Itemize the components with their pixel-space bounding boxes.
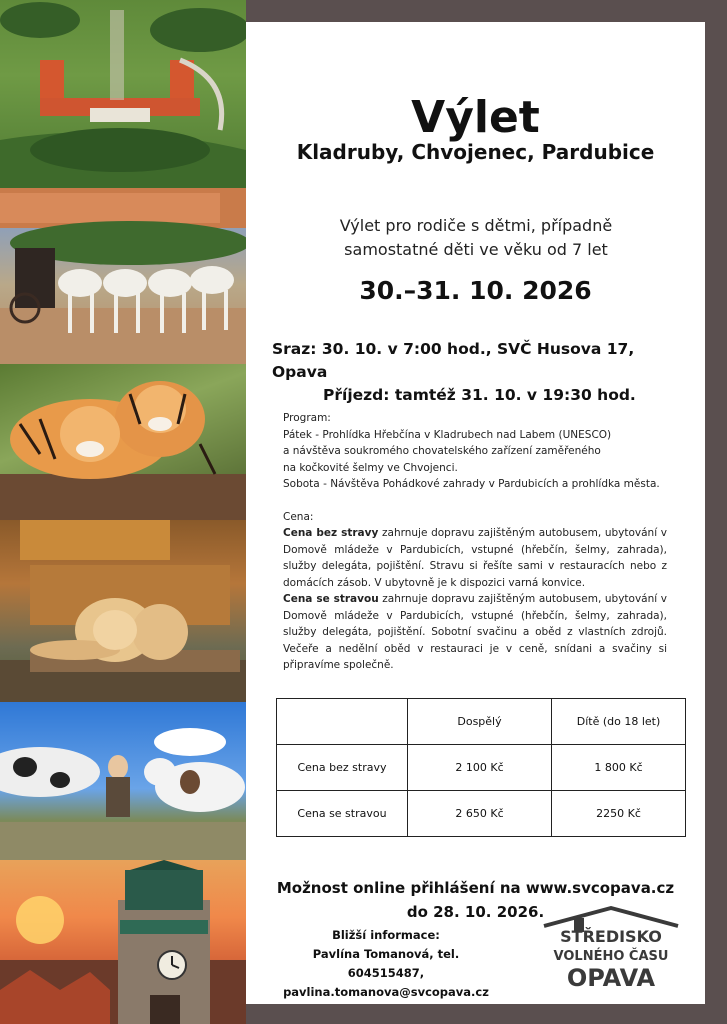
trip-dates: 30.–31. 10. 2026	[359, 276, 592, 305]
table-cell: Cena se stravou	[277, 791, 408, 837]
arrival-line: Příjezd: tamtéž 31. 10. v 19:30 hod.	[323, 386, 636, 404]
price-with-food	[283, 591, 667, 674]
lions-photo	[0, 520, 246, 702]
logo-line: OPAVA	[566, 964, 656, 992]
photo-column	[0, 0, 246, 1024]
castle-aerial-photo	[0, 0, 246, 188]
table-cell: Cena bez stravy	[277, 745, 408, 791]
pardubice-tower-photo	[0, 860, 246, 1024]
intro-text	[276, 214, 676, 262]
price-table	[276, 698, 686, 837]
deadline-line: do 28. 10. 2026.	[406, 903, 545, 921]
intro-line: samostatné děti ve věku od 7 let	[344, 240, 608, 259]
intro-line: Výlet pro rodiče s dětmi, případně	[339, 216, 613, 235]
page-subtitle: Kladruby, Chvojenec, Pardubice	[296, 140, 655, 164]
table-header-cell	[277, 699, 408, 745]
contact-heading: Bližší informace:	[332, 928, 440, 942]
contact-info	[276, 926, 496, 1002]
page-title: Výlet	[411, 92, 540, 143]
tigers-photo	[0, 364, 246, 520]
program-line: Pátek - Prohlídka Hřebčína v Kladrubech nad Labem (UNESCO)	[283, 428, 612, 441]
contact-email: pavlina.tomanova@svcopava.cz	[283, 985, 489, 999]
logo-line: STŘEDISKO	[560, 927, 662, 946]
logo-line: VOLNÉHO ČASU	[553, 949, 669, 964]
table-cell: 2250 Kč	[552, 791, 686, 837]
horse-carriage-photo	[0, 188, 246, 364]
program-line: Sobota - Návštěva Pohádkové zahrady v Pardubicích a prohlídka města.	[283, 478, 660, 490]
svc-opava-logo	[536, 904, 686, 994]
program-section	[283, 410, 667, 674]
price-with-food-text: zahrnuje dopravu zajištěným autobusem, ubytování v Domově mládeže v Pardubicích, vstupné (hřebčín, šelmy, zahrada), služby delegáta, pojištění. Sobotní svačinu a oběd z vlastních zdrojů. Večeře a nedělní oběd v restauraci je v ceně, snídani a svačiny si připravíme společně.	[283, 593, 668, 671]
table-cell: 2 650 Kč	[408, 791, 552, 837]
price-no-food-label: Cena bez stravy	[283, 527, 379, 539]
table-row	[277, 791, 686, 837]
online-line: Možnost online přihlášení na www.svcopava.cz	[276, 879, 675, 897]
child-goat-dog-photo	[0, 702, 246, 860]
contact-person: Pavlína Tomanová, tel. 604515487,	[312, 947, 460, 980]
meeting-info	[272, 338, 692, 407]
price-with-food-label: Cena se stravou	[283, 593, 379, 605]
program-heading: Program:	[283, 412, 331, 424]
table-cell: 1 800 Kč	[552, 745, 686, 791]
price-no-food	[283, 525, 667, 591]
program-line: a návštěva soukromého chovatelského zařízení zaměřeného	[283, 445, 601, 457]
price-no-food-text: zahrnuje dopravu zajištěným autobusem, ubytování v Domově mládeže v Pardubicích, vstupné (hřebčín, šelmy, zahrada), služby delegáta, pojištění. Stravu si řešíte sami v restauracích nebo z domácích zásob. V ubytovně je k dispozici varná konvice.	[283, 527, 667, 589]
program-line: na kočkovité šelmy ve Chvojenci.	[283, 461, 458, 474]
table-header-row	[277, 699, 686, 745]
table-header-cell: Dospělý	[408, 699, 552, 745]
table-row	[277, 745, 686, 791]
table-header-cell: Dítě (do 18 let)	[552, 699, 686, 745]
meeting-line: Sraz: 30. 10. v 7:00 hod., SVČ Husova 17, Opava	[272, 340, 635, 381]
flyer-panel	[246, 22, 705, 1004]
price-heading: Cena:	[283, 510, 314, 523]
table-cell: 2 100 Kč	[408, 745, 552, 791]
